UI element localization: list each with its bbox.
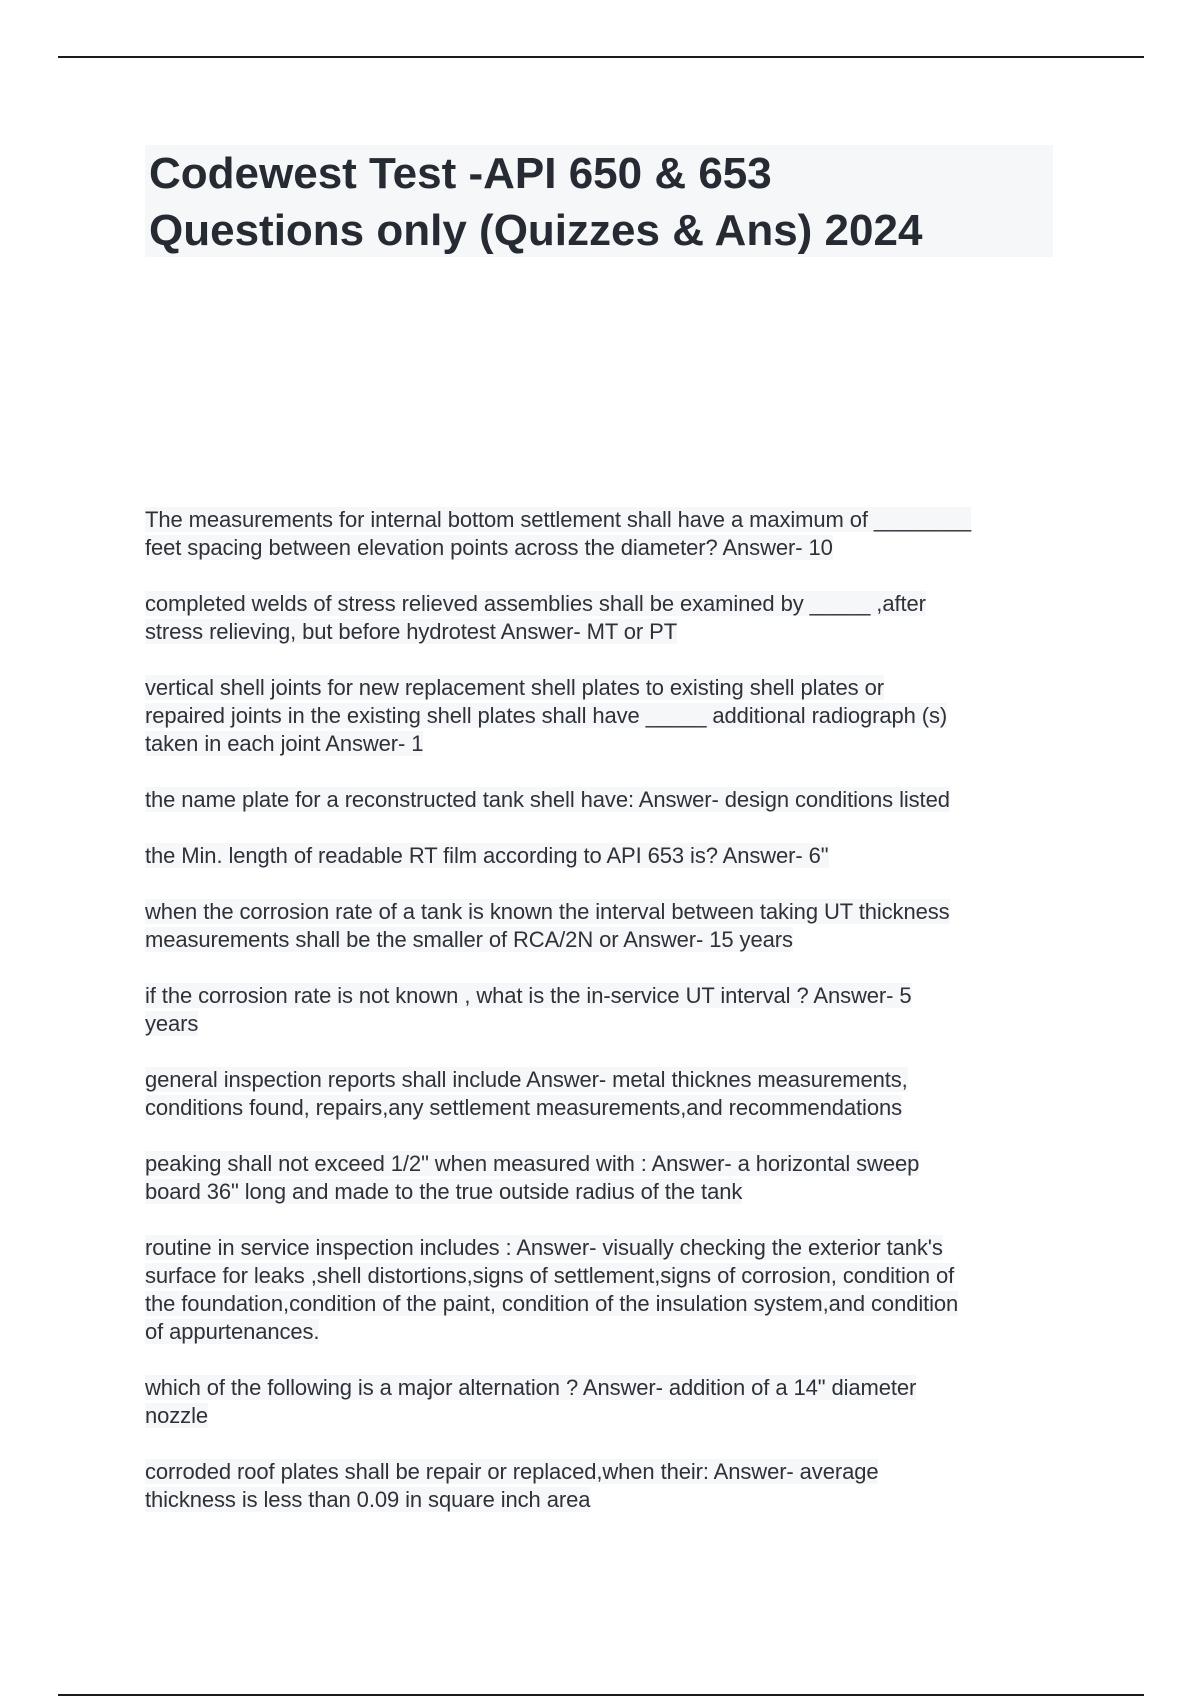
qa-line: board 36" long and made to the true outside radius of the tank	[145, 1179, 743, 1204]
qa-line: years	[145, 1011, 199, 1036]
qa-line: repaired joints in the existing shell plates shall have _____ additional radiograph (s)	[145, 703, 948, 728]
bottom-divider	[58, 1694, 1144, 1696]
document-title	[145, 145, 1053, 257]
qa-item-1	[145, 506, 1057, 562]
qa-item-7	[145, 982, 1057, 1038]
qa-line: nozzle	[145, 1403, 208, 1428]
qa-line: surface for leaks ,shell distortions,signs of settlement,signs of corrosion, condition of	[145, 1263, 955, 1288]
qa-line: routine in service inspection includes : Answer- visually checking the exterior tank's	[145, 1235, 943, 1260]
qa-line: when the corrosion rate of a tank is known the interval between taking UT thickness	[145, 899, 950, 924]
qa-line: stress relieving, but before hydrotest Answer- MT or PT	[145, 619, 678, 644]
qa-item-5	[145, 842, 1057, 870]
qa-item-3	[145, 674, 1057, 758]
qa-line: completed welds of stress relieved assemblies shall be examined by _____ ,after	[145, 591, 926, 616]
top-divider	[58, 56, 1144, 58]
qa-line: general inspection reports shall include Answer- metal thicknes measurements,	[145, 1067, 908, 1092]
qa-line: which of the following is a major alternation ? Answer- addition of a 14" diameter	[145, 1375, 917, 1400]
qa-line: conditions found, repairs,any settlement measurements,and recommendations	[145, 1095, 902, 1120]
qa-item-4	[145, 786, 1057, 814]
qa-item-9	[145, 1150, 1057, 1206]
qa-line: vertical shell joints for new replacement shell plates to existing shell plates or	[145, 675, 884, 700]
qa-line: corroded roof plates shall be repair or replaced,when their: Answer- average	[145, 1459, 879, 1484]
question-answer-list	[145, 506, 1057, 1542]
qa-line: measurements shall be the smaller of RCA/2N or Answer- 15 years	[145, 927, 793, 952]
qa-line: if the corrosion rate is not known , what is the in-service UT interval ? Answer- 5	[145, 983, 912, 1008]
qa-line: taken in each joint Answer- 1	[145, 731, 424, 756]
qa-line: feet spacing between elevation points across the diameter? Answer- 10	[145, 535, 833, 560]
qa-line: the foundation,condition of the paint, condition of the insulation system,and condition	[145, 1291, 959, 1316]
qa-line: peaking shall not exceed 1/2" when measured with : Answer- a horizontal sweep	[145, 1151, 920, 1176]
qa-item-11	[145, 1374, 1057, 1430]
qa-item-12	[145, 1458, 1057, 1514]
qa-item-2	[145, 590, 1057, 646]
title-line-1: Codewest Test -API 650 & 653	[149, 149, 772, 198]
qa-line: The measurements for internal bottom settlement shall have a maximum of ________	[145, 507, 971, 532]
qa-item-8	[145, 1066, 1057, 1122]
qa-line: the name plate for a reconstructed tank shell have: Answer- design conditions listed	[145, 787, 950, 812]
qa-line: of appurtenances.	[145, 1319, 320, 1344]
qa-item-10	[145, 1234, 1057, 1346]
qa-line: the Min. length of readable RT film according to API 653 is? Answer- 6"	[145, 843, 829, 868]
qa-line: thickness is less than 0.09 in square inch area	[145, 1487, 591, 1512]
qa-item-6	[145, 898, 1057, 954]
title-line-2: Questions only (Quizzes & Ans) 2024	[149, 206, 923, 255]
